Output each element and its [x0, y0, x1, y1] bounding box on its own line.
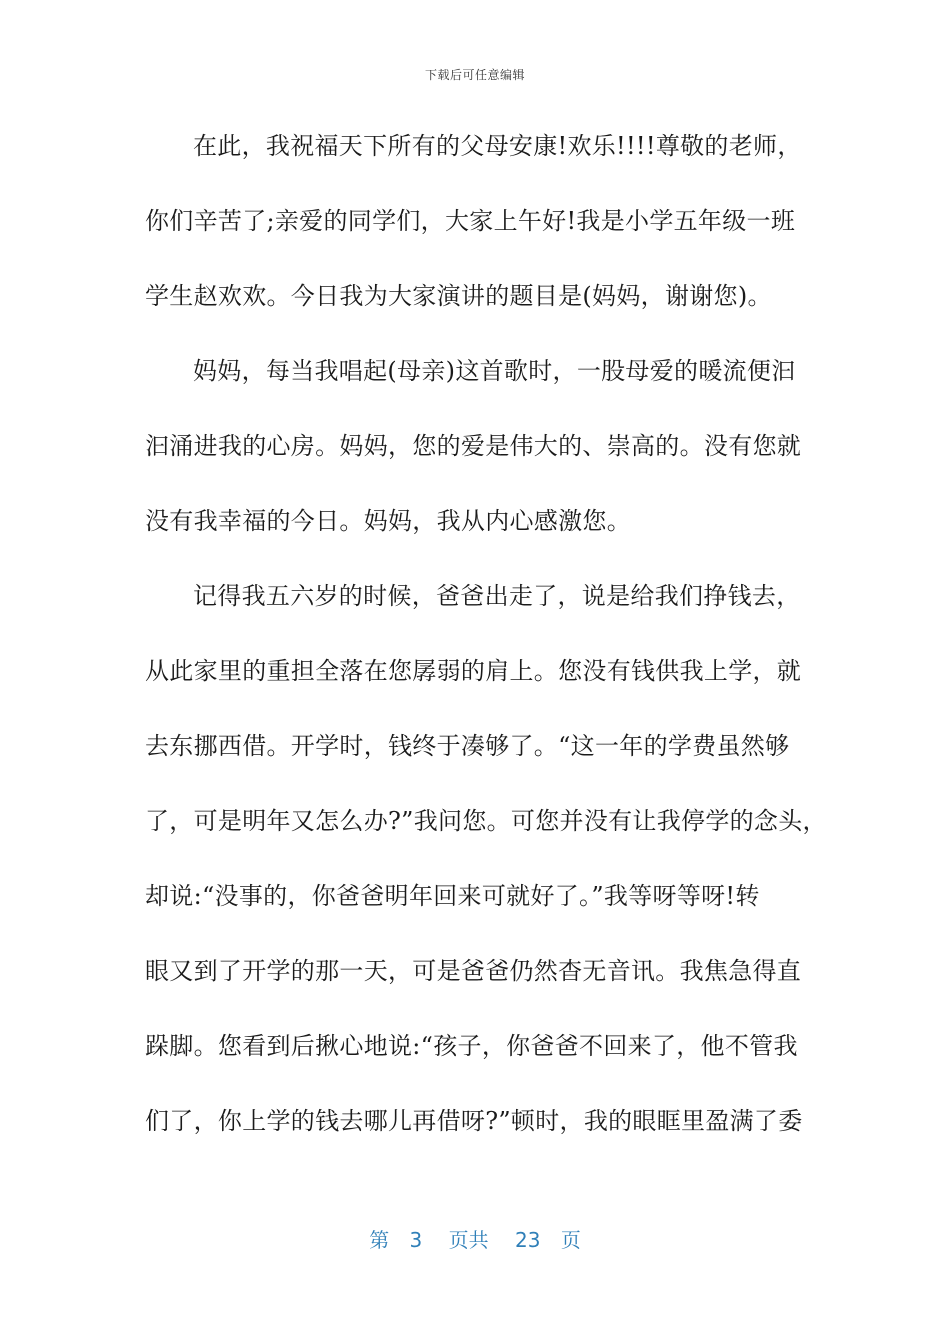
paragraph-line: 去东挪西借。开学时，钱终于凑够了。“这一年的学费虽然够: [145, 732, 790, 760]
body-text: [145, 124, 825, 1174]
paragraph-line: 汩涌进我的心房。妈妈，您的爱是伟大的、崇高的。没有您就: [145, 432, 802, 460]
paragraph-line: 记得我五六岁的时候，爸爸出走了，说是给我们挣钱去，: [193, 582, 801, 610]
paragraph-line: 们了，你上学的钱去哪儿再借呀?”顿时，我的眼眶里盈满了委: [145, 1107, 803, 1135]
footer-total-pages: 23: [515, 1228, 541, 1252]
footer-suffix: 页: [560, 1228, 581, 1252]
paragraph-line: 没有我幸福的今日。妈妈，我从内心感激您。: [145, 507, 631, 535]
paragraph-line: 跺脚。您看到后揪心地说:“孩子，你爸爸不回来了，他不管我: [145, 1032, 798, 1060]
paragraph-line: 你们辛苦了;亲爱的同学们，大家上午好!我是小学五年级一班: [145, 207, 796, 235]
page-header-note: 下载后可任意编辑: [424, 68, 525, 82]
paragraph-line: 妈妈，每当我唱起(母亲)这首歌时，一股母爱的暖流便汩: [193, 357, 796, 385]
paragraph-line: 了，可是明年又怎么办?”我问您。可您并没有让我停学的念头，: [145, 807, 827, 835]
page-footer: [0, 1224, 950, 1253]
footer-middle: 页共: [448, 1228, 489, 1252]
paragraph-line: 却说:“没事的，你爸爸明年回来可就好了。”我等呀等呀!转: [145, 882, 760, 910]
paragraph-line: 从此家里的重担全落在您孱弱的肩上。您没有钱供我上学，就: [145, 657, 802, 685]
footer-page-number: 3: [409, 1228, 423, 1252]
footer-prefix: 第: [369, 1228, 390, 1252]
paragraph-line: 在此，我祝福天下所有的父母安康!欢乐!!!!尊敬的老师，: [193, 132, 802, 160]
paragraph-line: 学生赵欢欢。今日我为大家演讲的题目是(妈妈，谢谢您)。: [145, 282, 772, 310]
paragraph-line: 眼又到了开学的那一天，可是爸爸仍然杳无音讯。我焦急得直: [145, 957, 802, 985]
